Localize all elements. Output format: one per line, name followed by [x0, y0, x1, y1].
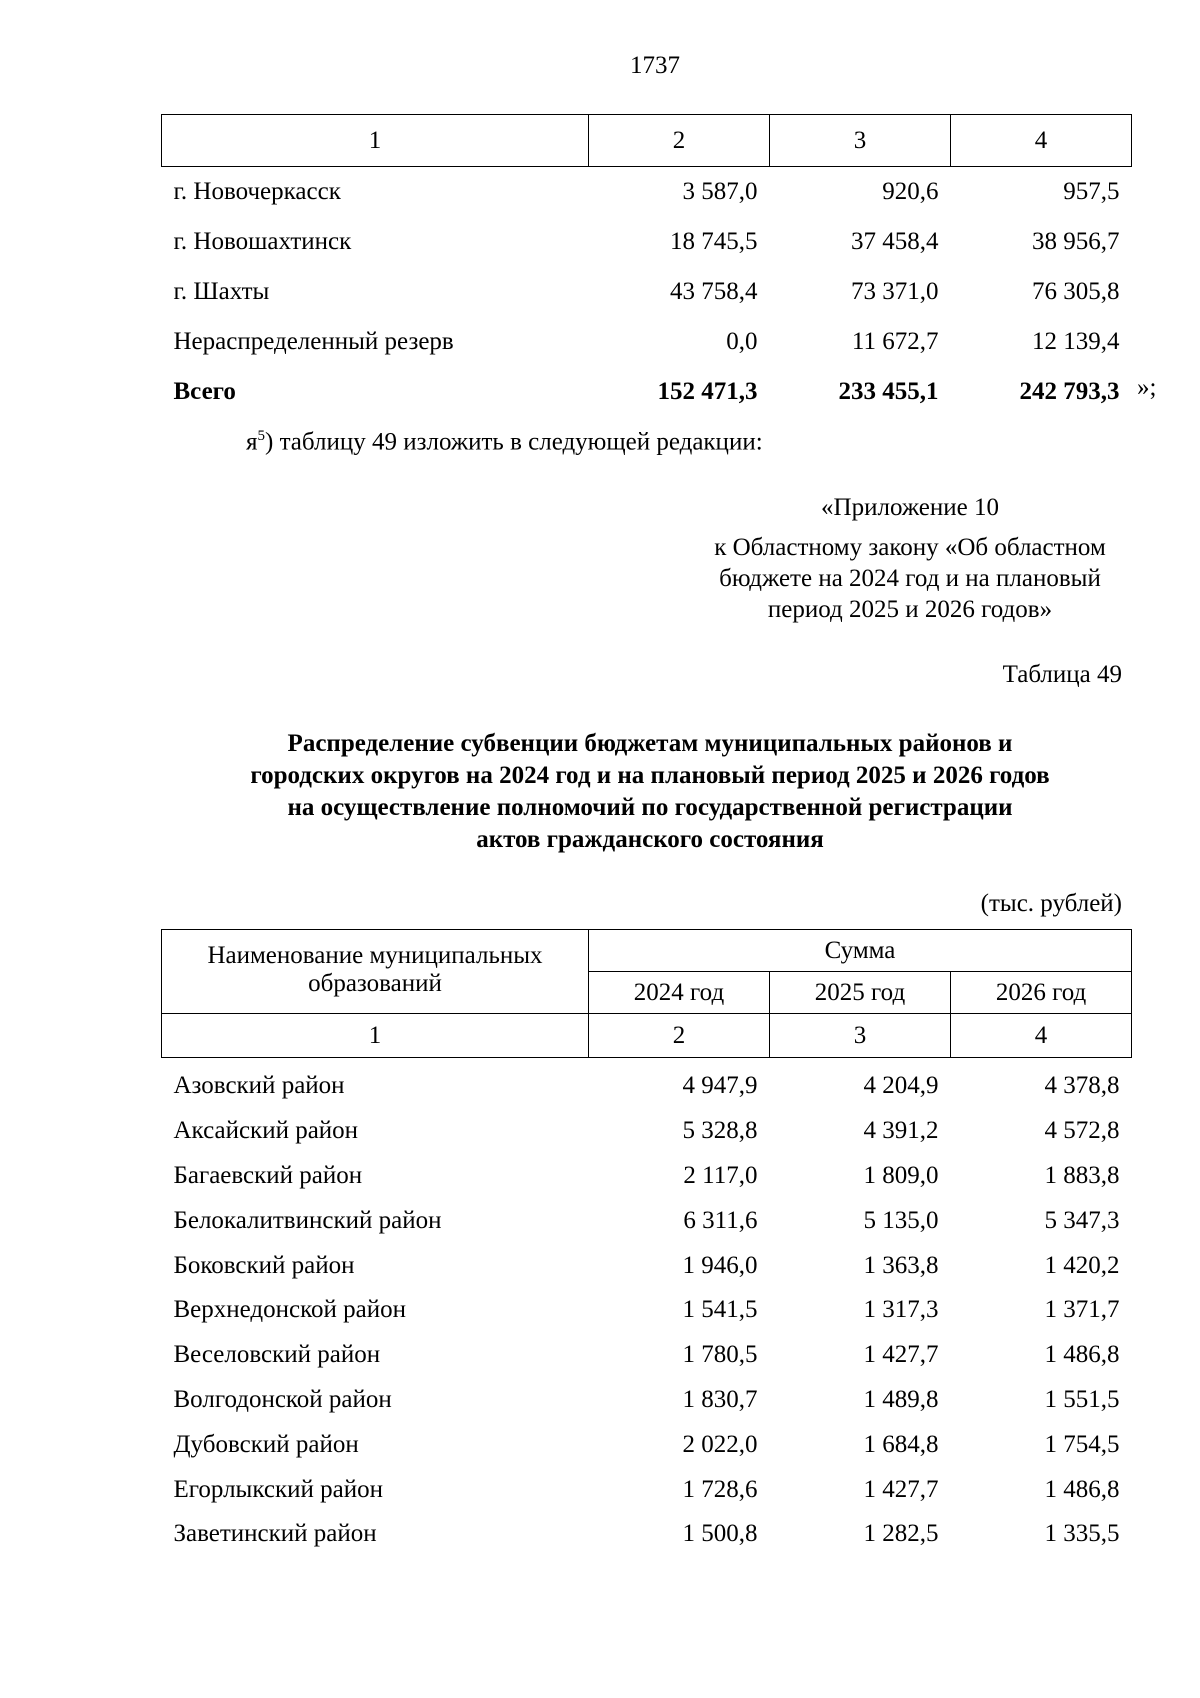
table-row	[162, 1243, 1132, 1288]
value-2026: 1 883,8	[1044, 1161, 1120, 1189]
table-row	[162, 167, 1132, 218]
total-2024: 152 471,3	[657, 378, 758, 405]
row-name: г. Новошахтинск	[173, 228, 352, 255]
row-name: Егорлыкский район	[173, 1475, 383, 1503]
value-2026: 12 139,4	[1032, 328, 1120, 355]
row-name: Боковский район	[173, 1251, 355, 1279]
column-number: 2	[589, 115, 770, 167]
value-2025: 4 391,2	[863, 1117, 939, 1145]
instruction-text: ) таблицу 49 изложить в следующей редакции:	[265, 428, 763, 456]
table-row	[162, 267, 1132, 317]
value-2025: 37 458,4	[851, 228, 939, 255]
value-2024: 18 745,5	[670, 228, 758, 255]
value-2025: 1 489,8	[863, 1385, 939, 1413]
table-label: Таблица 49	[1002, 661, 1122, 688]
table-row	[162, 1109, 1132, 1154]
column-number: 1	[162, 115, 589, 167]
value-2024: 1 946,0	[682, 1251, 758, 1279]
value-2025: 5 135,0	[863, 1206, 939, 1234]
appendix-block	[640, 492, 1180, 625]
value-2024: 4 947,9	[682, 1072, 758, 1100]
table-row	[162, 1333, 1132, 1378]
column-number-row	[162, 1014, 1132, 1058]
value-2026: 4 378,8	[1044, 1072, 1120, 1100]
closing-quote: »;	[1137, 374, 1157, 401]
value-2026: 1 420,2	[1044, 1251, 1120, 1279]
header-year: 2026 год	[951, 972, 1132, 1014]
row-name: Дубовский район	[173, 1430, 359, 1458]
value-2025: 4 204,9	[863, 1072, 939, 1100]
value-2025: 1 282,5	[863, 1520, 939, 1548]
table-row	[162, 1378, 1132, 1423]
value-2024: 1 830,7	[682, 1385, 758, 1413]
value-2024: 1 780,5	[682, 1341, 758, 1369]
row-name: Нераспределенный резерв	[173, 328, 454, 355]
table-title-line: актов гражданского состояния	[476, 826, 824, 853]
row-name: Заветинский район	[173, 1520, 377, 1548]
value-2024: 1 500,8	[682, 1520, 758, 1548]
table-row	[162, 1288, 1132, 1333]
row-name: Белокалитвинский район	[173, 1206, 442, 1234]
table-row	[162, 1512, 1132, 1557]
value-2024: 3 587,0	[682, 178, 758, 205]
column-number-row	[162, 115, 1132, 167]
value-2025: 1 427,7	[863, 1341, 939, 1369]
column-number: 3	[770, 115, 951, 167]
row-name: Волгодонской район	[173, 1385, 392, 1413]
value-2025: 920,6	[882, 178, 939, 205]
value-2026: 4 572,8	[1044, 1117, 1120, 1145]
table-49	[161, 929, 1132, 1557]
table-row	[162, 317, 1132, 367]
column-number: 4	[951, 1014, 1132, 1058]
value-2026: 1 551,5	[1044, 1385, 1120, 1413]
value-2025: 73 371,0	[851, 278, 939, 305]
table-row	[162, 1154, 1132, 1199]
total-2025: 233 455,1	[838, 378, 939, 405]
value-2025: 1 427,7	[863, 1475, 939, 1503]
appendix-line: к Областному закону «Об областном	[714, 534, 1106, 561]
instruction-superscript: 5	[257, 428, 265, 444]
table-row	[162, 217, 1132, 267]
instruction-paragraph	[246, 428, 763, 456]
table-row	[162, 1422, 1132, 1467]
row-name: Багаевский район	[173, 1161, 363, 1189]
value-2026: 1 335,5	[1044, 1520, 1120, 1548]
row-name: Азовский район	[173, 1072, 345, 1100]
header-row	[162, 930, 1132, 972]
value-2024: 43 758,4	[670, 278, 758, 305]
value-2024: 2 022,0	[682, 1430, 758, 1458]
header-name: Наименование муниципальных образований	[162, 930, 589, 1014]
header-year: 2025 год	[770, 972, 951, 1014]
page-number: 1737	[630, 52, 680, 79]
value-2026: 38 956,7	[1032, 228, 1120, 255]
value-2025: 1 809,0	[863, 1161, 939, 1189]
units-label: (тыс. рублей)	[980, 890, 1122, 917]
table-title-line: на осуществление полномочий по государственной регистрации	[287, 794, 1013, 821]
value-2024: 2 117,0	[683, 1161, 758, 1189]
row-name: г. Шахты	[173, 278, 270, 305]
table-row	[162, 1058, 1132, 1109]
previous-table	[161, 114, 1132, 417]
value-2025: 11 672,7	[851, 328, 939, 355]
appendix-line: период 2025 и 2026 годов»	[767, 596, 1053, 623]
value-2024: 1 541,5	[682, 1296, 758, 1324]
column-number: 4	[951, 115, 1132, 167]
header-year: 2024 год	[589, 972, 770, 1014]
table-row	[162, 1467, 1132, 1512]
value-2026: 5 347,3	[1044, 1206, 1120, 1234]
row-name: г. Новочеркасск	[173, 178, 341, 205]
value-2024: 6 311,6	[683, 1206, 758, 1234]
value-2025: 1 684,8	[863, 1430, 939, 1458]
row-name: Веселовский район	[173, 1341, 381, 1369]
header-sum: Сумма	[589, 930, 1132, 972]
column-number: 2	[589, 1014, 770, 1058]
column-number: 1	[162, 1014, 589, 1058]
total-label: Всего	[173, 378, 236, 405]
appendix-line: бюджете на 2024 год и на плановый	[719, 565, 1101, 592]
value-2026: 1 371,7	[1044, 1296, 1120, 1324]
column-number: 3	[770, 1014, 951, 1058]
value-2026: 1 486,8	[1044, 1475, 1120, 1503]
value-2024: 0,0	[726, 328, 758, 355]
row-name: Аксайский район	[173, 1117, 359, 1145]
value-2024: 5 328,8	[682, 1117, 758, 1145]
instruction-prefix: я	[246, 428, 258, 456]
table-title-line: городских округов на 2024 год и на плановый период 2025 и 2026 годов	[250, 762, 1050, 789]
value-2026: 957,5	[1063, 178, 1120, 205]
table-row	[162, 1198, 1132, 1243]
table-title	[150, 728, 1150, 856]
value-2025: 1 317,3	[863, 1296, 939, 1324]
table-title-line: Распределение субвенции бюджетам муниципальных районов и	[287, 730, 1013, 757]
total-row	[162, 367, 1132, 417]
value-2026: 1 754,5	[1044, 1430, 1120, 1458]
value-2025: 1 363,8	[863, 1251, 939, 1279]
value-2024: 1 728,6	[682, 1475, 758, 1503]
total-2026: 242 793,3	[1019, 378, 1120, 405]
value-2026: 1 486,8	[1044, 1341, 1120, 1369]
row-name: Верхнедонской район	[173, 1296, 406, 1324]
appendix-title: «Приложение 10	[821, 494, 999, 521]
value-2026: 76 305,8	[1032, 278, 1120, 305]
